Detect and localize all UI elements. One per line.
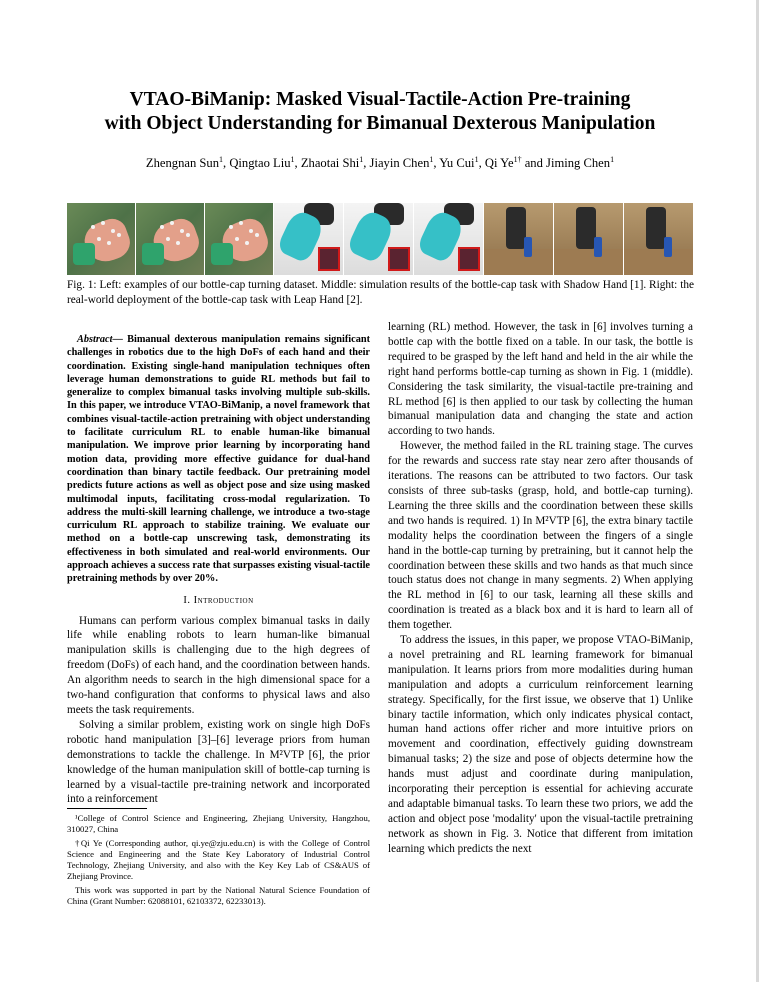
glove-marker	[97, 237, 101, 241]
glove-marker	[101, 221, 105, 225]
author-separator: ,	[294, 156, 301, 170]
bottle-shape	[594, 237, 602, 257]
real-world-photo	[624, 203, 694, 275]
real-world-photo	[554, 203, 624, 275]
author-list	[60, 155, 700, 171]
author-separator: ,	[223, 156, 230, 170]
zoom-inset	[388, 247, 410, 271]
glove-marker	[176, 241, 180, 245]
leap-hand-shape	[646, 207, 666, 249]
glove-marker	[166, 237, 170, 241]
bottle-shape	[211, 243, 233, 265]
glove-marker	[245, 241, 249, 245]
footnote-corresponding: †Qi Ye (Corresponding author, qi.ye@zju.edu.cn) is with the College of Control Science and Engineering and the State Key Laboratory of Industrial Control Technology, Zhejiang University, and also with the Key Key Lab of CS&AUS of Zhejiang Province.	[67, 838, 370, 881]
author-separator: ,	[478, 156, 485, 170]
leap-hand-shape	[576, 207, 596, 249]
author-name: Zhengnan Sun	[145, 156, 220, 170]
footnote-rule	[67, 808, 147, 809]
simulation-render	[414, 203, 484, 275]
table-shape	[624, 249, 694, 275]
glove-marker	[239, 221, 243, 225]
glove-marker	[255, 233, 259, 237]
glove-marker	[186, 233, 190, 237]
author-name: Qingtao Liu	[229, 156, 291, 170]
author-affiliation-mark: 1	[429, 154, 434, 164]
author-affiliation-mark: 1†	[513, 154, 522, 164]
title-line-2: with Object Understanding for Bimanual Dexterous Manipulation	[104, 113, 656, 134]
title-line-1: VTAO-BiManip: Masked Visual-Tactile-Action Pre-training	[129, 89, 631, 110]
author-name: Zhaotai Shi	[300, 156, 360, 170]
footnotes	[67, 813, 370, 910]
glove-marker	[235, 237, 239, 241]
author-affiliation-mark: 1	[290, 154, 295, 164]
glove-marker	[170, 221, 174, 225]
author-separator: ,	[433, 156, 440, 170]
table-shape	[554, 249, 624, 275]
author-affiliation-mark: 1	[219, 154, 224, 164]
glove-marker	[249, 229, 253, 233]
leap-hand-shape	[506, 207, 526, 249]
author-affiliation-mark: 1	[359, 154, 364, 164]
simulation-render	[344, 203, 414, 275]
bottle-shape	[664, 237, 672, 257]
zoom-inset	[318, 247, 340, 271]
abstract-text: — Bimanual dexterous manipulation remains significant challenges in robotics due to the high DoFs of each hand and their coordination. Existing single-hand manipulation techniques often leverage human demonstrations to guide RL methods but fail to generalize to complex bimanual tasks involving multiple sub-skills. In this paper, we introduce VTAO-BiManip, a novel framework that combines visual-tactile-action pretraining with object understanding to facilitate curriculum RL to enable human-like bimanual manipulation. We improve prior learning by incorporating hand motion data, providing more effective guidance for dual-hand coordination than binary tactile feedback. Our pretraining model predicts future actions as well as object pose and size using masked multimodal inputs, facilitating cross-modal regularization. To address the multi-skill learning challenge, we introduce a two-stage curriculum RL approach to stabilize training. We evaluate our method on a bottle-cap unscrewing task, demonstrating its effectiveness in both simulated and real-world environments. Our approach achieves a success rate that surpasses existing visual-tactile pretraining methods by over 20%.	[67, 334, 370, 585]
bottle-shape	[73, 243, 95, 265]
abstract	[67, 333, 370, 586]
author-separator: and	[521, 156, 547, 170]
author-separator: ,	[363, 156, 370, 170]
footnote-affiliation: ¹College of Control Science and Engineering, Zhejiang University, Hangzhou, 310027, China	[67, 813, 370, 834]
glove-marker	[111, 229, 115, 233]
dataset-photo	[67, 203, 136, 275]
abstract-label: Abstract	[77, 334, 113, 345]
glove-marker	[107, 241, 111, 245]
left-column	[67, 333, 370, 807]
glove-marker	[180, 229, 184, 233]
author-affiliation-mark: 1	[474, 154, 479, 164]
intro-paragraph-2: Solving a similar problem, existing work on single high DoFs robotic hand manipulation [3]–[6] leverage priors from human demonstrations to tackle the challenge. In M²VTP [6], the prior knowledge of the human manipulation skill of bottle-cap turning is learned by a visual-tactile pre-training network and incorporated into a reinforcement	[67, 718, 370, 806]
real-world-photo	[484, 203, 554, 275]
zoom-inset	[458, 247, 480, 271]
right-paragraph-2: However, the method failed in the RL training stage. The curves for the rewards and success rate stay near zero after thousands of iterations. The reasons can be attributed to two factors. Our task consists of three sub-tasks (grasp, hold, and bottle-cap turning). Learning the three skills and the coordination between these skills and two hands is required. 1) In M²VTP [6], the extra binary tactile modality helps the coordination between the fingers of a single hand in the bottle-cap turning by pretraining, but it cannot help the coordination between these skills and two hands as that much since touch status does not change in many segments. 2) When applying the RL method in [6] to our task, learning all these skills and coordination is treated as a black box and it is hard to learn all of them together.	[388, 440, 693, 632]
footnote-funding: This work was supported in part by the National Natural Science Foundation of China (Grant Number: 62088101, 62103372, 62233013).	[67, 885, 370, 906]
dataset-photo	[136, 203, 205, 275]
right-paragraph-1: learning (RL) method. However, the task in [6] involves turning a bottle cap with the bottle fixed on a table. In our task, the bottle is required to be grasped by the left hand and held in the air while the right hand performs bottle-cap turning as shown in Fig. 1 (middle). Considering the task similarity, the visual-tactile pre-training and RL method [6] is then applied to our task by collecting the human bimanual manipulation data and changing the state and action according to two hands.	[388, 321, 693, 438]
paper-title	[60, 88, 700, 136]
glove-marker	[160, 225, 164, 229]
glove-marker	[91, 225, 95, 229]
right-paragraph-3: To address the issues, in this paper, we propose VTAO-BiManip, a novel pretraining and RL learning framework for bimanual manipulation. It learns priors from more modalities during human manipulation and adopts a curriculum reinforcement learning strategy. Specifically, for the first issue, we observe that 1) Unlike binary tactile information, which only indicates physical contact, human hand actions offer richer and more intuitive priors on movement and coordination, effectively guiding downstream bimanual tasks; 2) the size and pose of objects determine how the hands must adjust and coordinate during manipulation, incorporating their perception is essential for achieving accurate and adaptable bimanual tasks. To learn these two priors, we add the action and object pose 'modality' upon the visual-tactile pretraining network as shown in Fig. 3. Notice that different from imitation learning which predicts the next	[388, 634, 693, 855]
bottle-shape	[142, 243, 164, 265]
author-name: Jiayin Chen	[369, 156, 430, 170]
glove-marker	[229, 225, 233, 229]
glove-marker	[117, 233, 121, 237]
right-column	[388, 320, 693, 857]
author-name: Qi Ye	[484, 156, 514, 170]
bottle-shape	[524, 237, 532, 257]
intro-paragraph-1: Humans can perform various complex bimanual tasks in daily life while enabling robots to learn human-like bimanual manipulation skills is challenging due to the high degrees of freedom (DoFs) of each hand, and the coordination between hands. An algorithm needs to search in the high dimensional space for a two-hand configuration that conforms to physical laws and also meets the task requirements.	[67, 614, 370, 716]
figure-1	[67, 203, 694, 275]
author-name: Yu Cui	[439, 156, 475, 170]
author-name: Jiming Chen	[546, 156, 611, 170]
simulation-render	[274, 203, 344, 275]
table-shape	[484, 249, 554, 275]
section-heading: I. Introduction	[183, 594, 254, 606]
dataset-photo	[205, 203, 274, 275]
author-affiliation-mark: 1	[610, 154, 615, 164]
figure-caption: Fig. 1: Left: examples of our bottle-cap turning dataset. Middle: simulation results of the bottle-cap task with Shadow Hand [1]. Right: the real-world deployment of the bottle-cap task with Leap Hand [2].	[67, 279, 694, 306]
